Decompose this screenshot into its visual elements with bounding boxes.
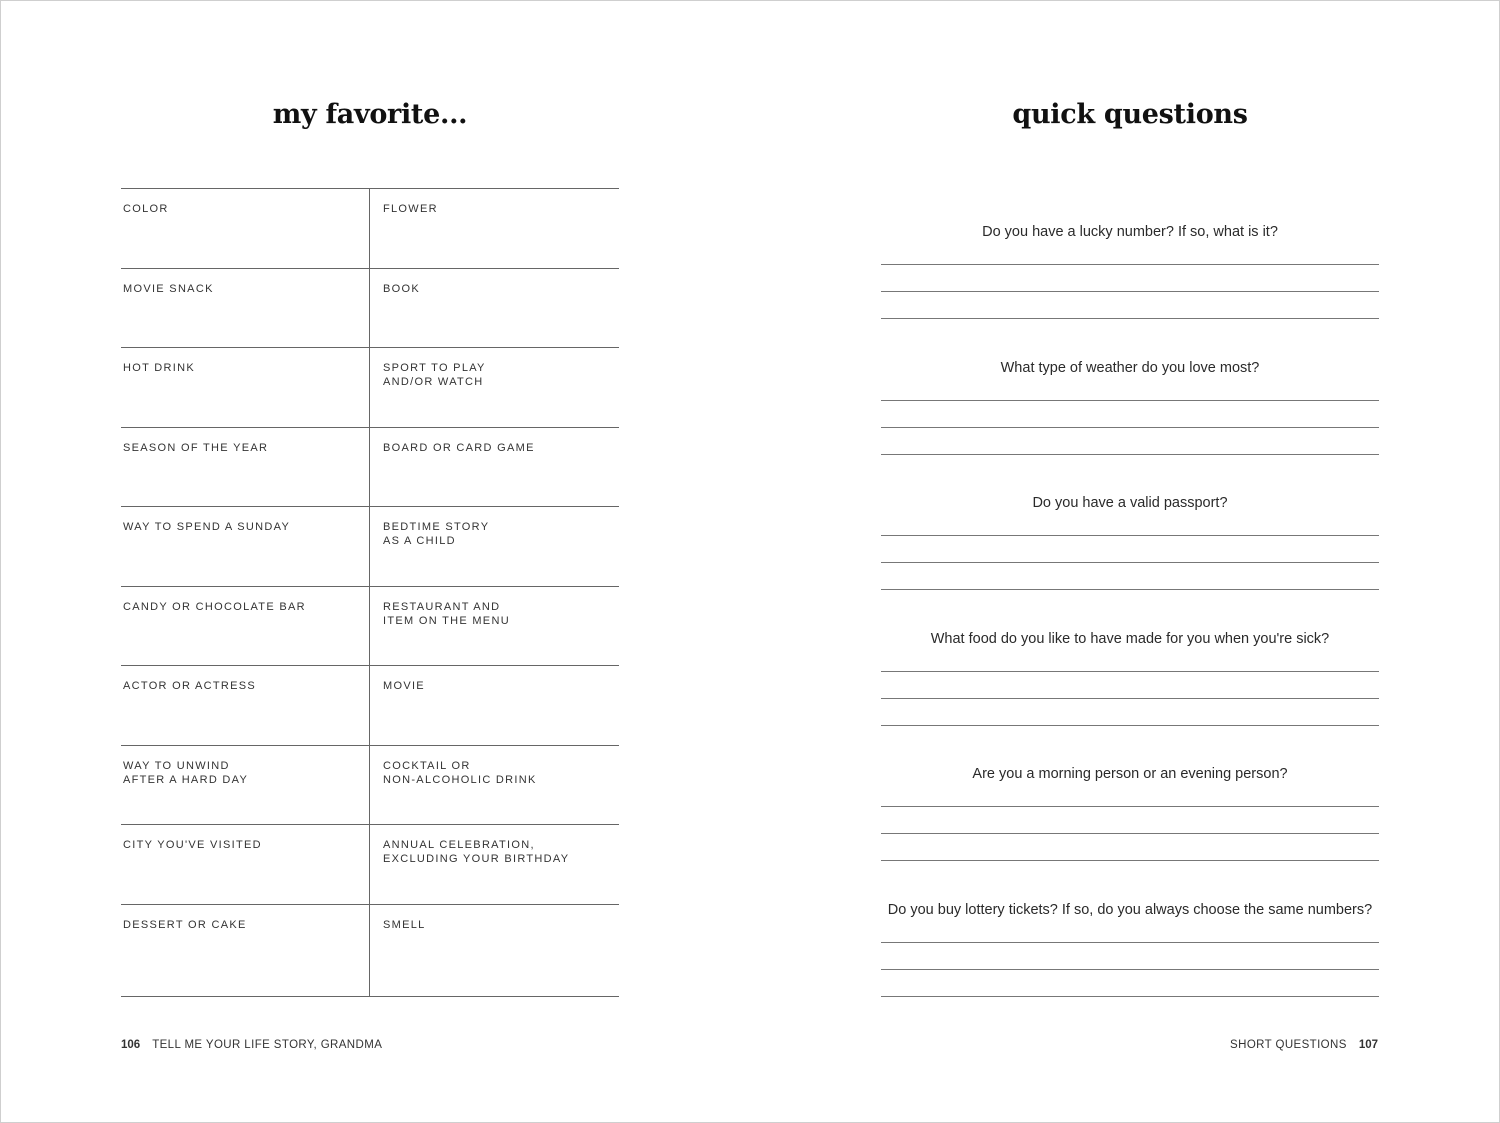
- question-text: Do you have a lucky number? If so, what is it?: [982, 224, 1278, 240]
- question-block: [881, 324, 1379, 460]
- answer-line[interactable]: [881, 265, 1379, 292]
- question-block: [881, 730, 1379, 866]
- question-block: [881, 459, 1379, 595]
- favorites-row: [121, 348, 619, 428]
- right-page-title: quick questions: [1012, 99, 1248, 130]
- answer-line[interactable]: [881, 807, 1379, 834]
- question-text: Do you have a valid passport?: [1032, 495, 1228, 512]
- question-block: [881, 188, 1379, 324]
- answer-line[interactable]: [881, 943, 1379, 970]
- favorites-row: [121, 587, 619, 667]
- favorites-row: [121, 428, 619, 508]
- answer-line[interactable]: [881, 563, 1379, 590]
- right-footer-text: SHORT QUESTIONS: [1230, 1039, 1347, 1051]
- favorite-field-left[interactable]: WAY TO UNWIND AFTER A HARD DAY: [121, 746, 370, 825]
- right-page-footer: [1230, 1039, 1378, 1051]
- right-page-number: 107: [1358, 1039, 1378, 1051]
- favorite-field-right[interactable]: BEDTIME STORY AS A CHILD: [383, 521, 490, 547]
- favorites-row: [121, 269, 619, 349]
- answer-line[interactable]: [881, 672, 1379, 699]
- left-page-title: my favorite...: [272, 99, 468, 130]
- favorite-field-right[interactable]: ANNUAL CELEBRATION, EXCLUDING YOUR BIRTHDAY: [383, 839, 570, 865]
- favorite-field-right[interactable]: BOARD OR CARD GAME: [383, 441, 535, 454]
- answer-line[interactable]: [881, 699, 1379, 726]
- left-page-footer: [121, 1039, 382, 1051]
- answer-line[interactable]: [881, 834, 1379, 861]
- question-text: What type of weather do you love most?: [1000, 359, 1260, 376]
- favorite-field-right[interactable]: SPORT TO PLAY AND/OR WATCH: [383, 362, 486, 388]
- question-text: What food do you like to have made for you when you're sick?: [930, 630, 1330, 647]
- questions-list: [881, 188, 1379, 1002]
- favorite-field-left[interactable]: CANDY OR CHOCOLATE BAR: [121, 587, 370, 666]
- answer-line[interactable]: [881, 536, 1379, 563]
- favorites-row: [121, 905, 619, 997]
- left-page-number: 106: [121, 1039, 141, 1051]
- favorite-field-right[interactable]: MOVIE: [383, 680, 425, 692]
- favorite-field-right[interactable]: BOOK: [383, 282, 420, 295]
- question-block: [881, 595, 1379, 731]
- favorite-field-left[interactable]: ACTOR OR ACTRESS: [121, 666, 370, 745]
- favorites-row: [121, 189, 619, 269]
- answer-line[interactable]: [881, 292, 1379, 319]
- favorite-field-right[interactable]: FLOWER: [383, 203, 438, 215]
- favorites-row: [121, 666, 619, 746]
- favorite-field-left[interactable]: DESSERT OR CAKE: [121, 905, 370, 996]
- question-text: Do you buy lottery tickets? If so, do you always choose the same numbers?: [887, 901, 1373, 918]
- favorite-field-left[interactable]: MOVIE SNACK: [121, 269, 370, 348]
- favorite-field-right[interactable]: COCKTAIL OR NON-ALCOHOLIC DRINK: [383, 759, 537, 786]
- favorites-row: [121, 507, 619, 587]
- favorites-row: [121, 746, 619, 826]
- favorites-grid: [121, 188, 619, 997]
- favorite-field-left[interactable]: SEASON OF THE YEAR: [121, 428, 370, 507]
- favorites-row: [121, 825, 619, 905]
- answer-line[interactable]: [881, 428, 1379, 455]
- favorite-field-right[interactable]: SMELL: [383, 918, 426, 931]
- favorite-field-left[interactable]: WAY TO SPEND A SUNDAY: [121, 507, 370, 586]
- favorite-field-left[interactable]: CITY YOU'VE VISITED: [121, 825, 370, 904]
- favorite-field-left[interactable]: HOT DRINK: [121, 348, 370, 427]
- question-text: Are you a morning person or an evening person?: [972, 766, 1288, 783]
- answer-line[interactable]: [881, 970, 1379, 997]
- favorite-field-left[interactable]: COLOR: [121, 189, 370, 268]
- answer-line[interactable]: [881, 401, 1379, 428]
- left-footer-text: TELL ME YOUR LIFE STORY, GRANDMA: [152, 1039, 383, 1051]
- question-block: [881, 866, 1379, 1002]
- favorite-field-right[interactable]: RESTAURANT AND ITEM ON THE MENU: [383, 600, 510, 627]
